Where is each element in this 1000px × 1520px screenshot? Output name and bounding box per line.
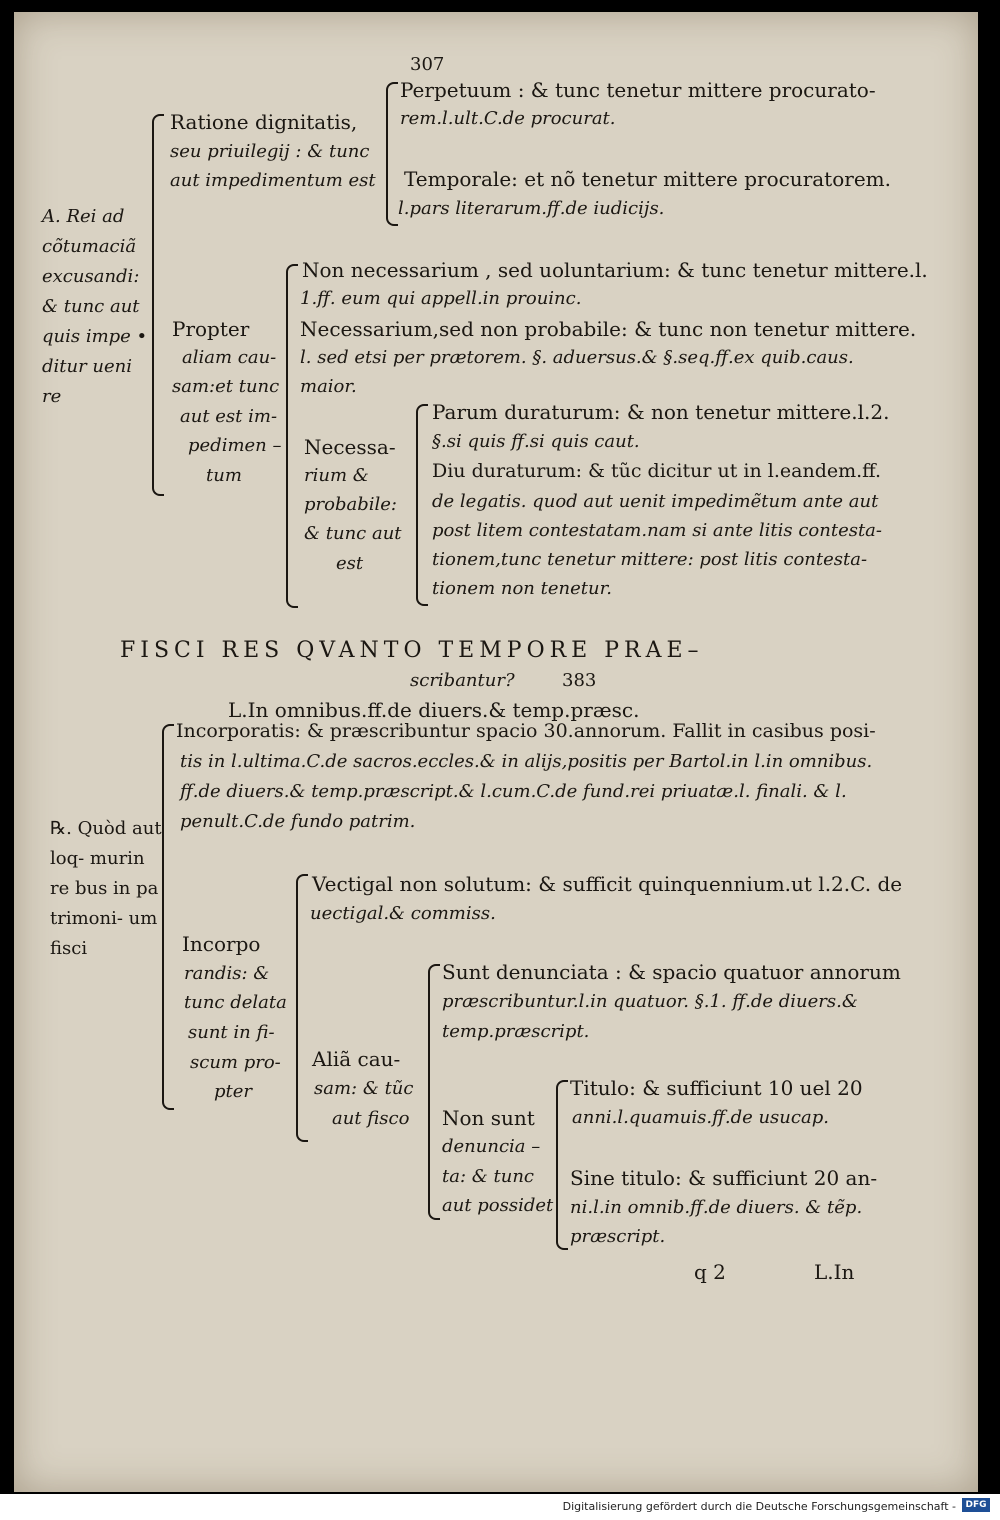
scanned-page (14, 12, 978, 1492)
page-number: 307 (410, 54, 445, 75)
incorporatis-line-1: Incorporatis: & præscribuntur spacio 30.annorum. Fallit in casibus posi- (176, 720, 876, 742)
incorporandis-line-2: randis: & (184, 963, 270, 984)
brace-root-2 (162, 724, 174, 1110)
sunt-line-2: præscribuntur.l.in quatuor. §.1. ff.de diuers.& (442, 991, 858, 1012)
ratione-line-1: Ratione dignitatis, (170, 110, 358, 134)
heading-number: 383 (562, 670, 597, 691)
propter-line-2: aliam cau- (182, 347, 277, 368)
non-sunt-line-2: denuncia – (442, 1136, 541, 1157)
aliam-line-2: sam: & tũc (314, 1078, 414, 1099)
propter-line-3: sam:et tunc (172, 376, 280, 397)
necess-prob-line-2: rium & (304, 465, 369, 486)
incorporatis-line-2: tis in l.ultima.C.de sacros.eccles.& in alijs,positis per Bartol.in l.in omnibus. (180, 751, 873, 772)
incorporandis-line-5: scum pro- (190, 1052, 281, 1073)
parum-line-2: §.si quis ff.si quis caut. (432, 431, 640, 452)
propter-line-4: aut est im- (180, 406, 278, 427)
temporale-line-2: l.pars literarum.ff.de iudicijs. (398, 198, 665, 219)
necess-prob-line-1: Necessa- (304, 435, 396, 459)
necessarium-line-3: maior. (300, 376, 357, 397)
incorporatis-line-3: ff.de diuers.& temp.præscript.& l.cum.C.de fund.rei priuatæ.l. finali. & l. (180, 781, 847, 802)
ratione-line-2: seu priuilegij : & tunc (170, 141, 370, 162)
necess-prob-line-4: & tunc aut (304, 523, 402, 544)
incorporandis-line-1: Incorpo (182, 932, 261, 956)
footer-credit: Digitalisierung gefördert durch die Deutsche Forschungsgemeinschaft - (562, 1500, 956, 1513)
brace-necess-prob (416, 404, 428, 606)
necess-prob-line-3: probabile: (304, 494, 397, 515)
aliam-line-3: aut fisco (332, 1108, 410, 1129)
heading-line-3: L.In omnibus.ff.de diuers.& temp.præsc. (228, 698, 640, 722)
propter-line-6: tum (206, 465, 242, 486)
sine-line-2: ni.l.in omnib.ff.de diuers. & tẽp. (570, 1197, 863, 1218)
brace-aliam (428, 964, 440, 1220)
sunt-line-3: temp.præscript. (442, 1021, 590, 1042)
propter-line-5: pedimen – (188, 435, 282, 456)
diu-line-4: tionem,tunc tenetur mittere: post litis contesta- (432, 549, 868, 570)
incorporandis-line-4: sunt in fi- (188, 1022, 275, 1043)
parum-line-1: Parum duraturum: & non tenetur mittere.l.2. (432, 400, 890, 424)
necessarium-line-1: Necessarium,sed non probabile: & tunc non tenetur mittere. (300, 317, 917, 341)
sunt-line-1: Sunt denunciata : & spacio quatuor annorum (442, 960, 901, 984)
necessarium-line-2: l. sed etsi per prætorem. §. aduersus.& §.seq.ff.ex quib.caus. (300, 347, 854, 368)
incorporandis-line-6: pter (214, 1081, 253, 1102)
vectigal-line-2: uectigal.& commiss. (310, 903, 496, 924)
titulo-line-1: Titulo: & sufficiunt 10 uel 20 (570, 1076, 863, 1100)
dfg-logo: DFG (962, 1498, 990, 1512)
perpetuum-line-1: Perpetuum : & tunc tenetur mittere procurato- (400, 78, 876, 102)
root-term-rei: A. Rei ad cõtumaciã excusandi: & tunc aut quis impe • ditur ueni re (42, 206, 148, 407)
brace-propter (286, 264, 298, 608)
heading-line-2: scribantur? (410, 670, 515, 691)
diu-line-5: tionem non tenetur. (432, 578, 612, 599)
catchword: L.In (814, 1260, 855, 1284)
root-term-quod: ℞. Quòd aut loq- murin re bus in pa trimoni- um fisci (50, 818, 162, 959)
propter-line-1: Propter (172, 317, 250, 341)
brace-root-1 (152, 114, 164, 496)
temporale-line-1: Temporale: et nõ tenetur mittere procuratorem. (404, 167, 891, 191)
non-necessarium-line-2: 1.ff. eum qui appell.in prouinc. (300, 288, 582, 309)
aliam-line-1: Aliã cau- (312, 1047, 401, 1071)
perpetuum-line-2: rem.l.ult.C.de procurat. (400, 108, 616, 129)
brace-non-sunt (556, 1080, 568, 1250)
vectigal-line-1: Vectigal non solutum: & sufficit quinquennium.ut l.2.C. de (312, 872, 903, 896)
diu-line-3: post litem contestatam.nam si ante litis contesta- (432, 520, 882, 541)
titulo-line-2: anni.l.quamuis.ff.de usucap. (572, 1107, 829, 1128)
ratione-line-3: aut impedimentum est (170, 170, 376, 191)
footer-bar (0, 1494, 1000, 1520)
incorporandis-line-3: tunc delata (184, 992, 287, 1013)
incorporatis-line-4: penult.C.de fundo patrim. (180, 811, 416, 832)
non-sunt-line-3: ta: & tunc (442, 1166, 534, 1187)
signature-mark: q 2 (694, 1260, 726, 1284)
heading-line-1: FISCI RES QVANTO TEMPORE PRAE– (120, 638, 704, 663)
sine-line-1: Sine titulo: & sufficiunt 20 an- (570, 1166, 878, 1190)
diu-line-2: de legatis. quod aut uenit impedimẽtum ante aut (432, 491, 879, 512)
necess-prob-line-5: est (336, 553, 364, 574)
non-sunt-line-4: aut possidet (442, 1195, 554, 1216)
brace-incorporandis (296, 874, 308, 1142)
non-necessarium-line-1: Non necessarium , sed uoluntarium: & tunc tenetur mittere.l. (302, 258, 928, 282)
diu-line-1: Diu duraturum: & tũc dicitur ut in l.eandem.ff. (432, 460, 882, 482)
sine-line-3: præscript. (570, 1226, 666, 1247)
non-sunt-line-1: Non sunt (442, 1106, 535, 1130)
brace-ratione (386, 82, 398, 226)
